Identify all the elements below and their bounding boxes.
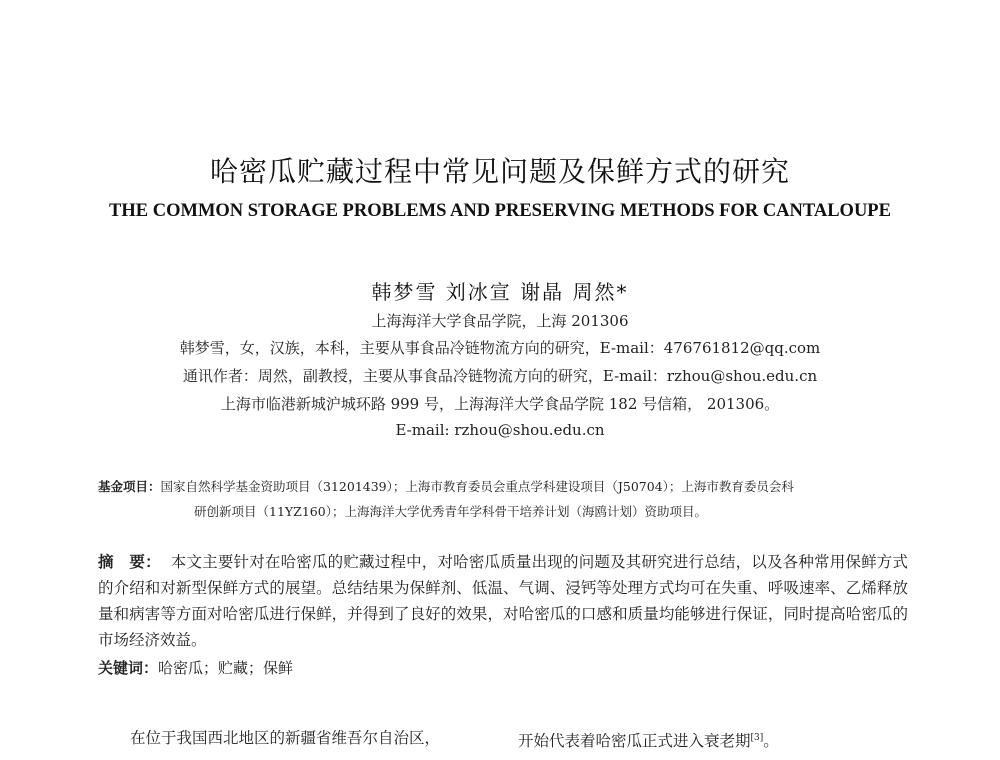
- abstract-label: 摘 要：: [98, 553, 161, 571]
- keywords-section: [98, 657, 906, 678]
- body-column-right: [518, 725, 908, 754]
- contact-email: E-mail: rzhou@shou.edu.cn: [395, 421, 605, 439]
- fund-section: [98, 474, 906, 524]
- body-paragraph-left: 在位于我国西北地区的新疆省维吾尔自治区，: [130, 729, 441, 747]
- citation-ref: [3]: [750, 733, 764, 743]
- body-column-left: [98, 725, 498, 751]
- body-paragraph-right: [518, 725, 908, 754]
- body-text-right-end: 。: [763, 732, 779, 751]
- corresponding-author: 通讯作者：周然，副教授，主要从事食品冷链物流方向的研究，E-mail：rzhou@shou.edu.cn: [182, 367, 818, 385]
- affiliation: 上海海洋大学食品学院，上海 201306: [371, 312, 629, 330]
- body-text-right: 开始代表着哈密瓜正式进入衰老期: [518, 732, 751, 751]
- postal-address: 上海市临港新城沪城环路 999 号，上海海洋大学食品学院 182 号信箱， 201306。: [220, 395, 780, 413]
- keywords-text: 哈密瓜；贮藏；保鲜: [158, 659, 294, 677]
- author-list: 韩梦雪 刘冰宣 谢晶 周然*: [371, 280, 629, 304]
- author-bio: 韩梦雪，女，汉族，本科，主要从事食品冷链物流方向的研究，E-mail：476761812@qq.com: [179, 339, 821, 357]
- fund-text-line2: 研创新项目（11YZ160）；上海海洋大学优秀青年学科骨干培养计划（海鸥计划）资助项目。: [194, 504, 707, 519]
- abstract-text: 本文主要针对在哈密瓜的贮藏过程中，对哈密瓜质量出现的问题及其研究进行总结，以及各种常用保鲜方式的介绍和对新型保鲜方式的展望。总结结果为保鲜剂、低温、气调、浸钙等处理方式均可在失重、呼吸速率、乙烯释放量和病害等方面对哈密瓜进行保鲜，并得到了良好的效果，对哈密瓜的口感和质量均能够进行保证，同时提高哈密瓜的市场经济效益。: [98, 553, 908, 649]
- paper-title-chinese: 哈密瓜贮藏过程中常见问题及保鲜方式的研究: [209, 155, 790, 188]
- abstract-section: [98, 549, 908, 653]
- fund-label: 基金项目：: [98, 479, 161, 494]
- fund-text-line1: 国家自然科学基金资助项目（31201439）；上海市教育委员会重点学科建设项目（J50704）；上海市教育委员会科: [160, 479, 794, 494]
- keywords-label: 关键词：: [98, 659, 159, 677]
- paper-title-english: THE COMMON STORAGE PROBLEMS AND PRESERVING METHODS FOR CANTALOUPE: [109, 201, 891, 221]
